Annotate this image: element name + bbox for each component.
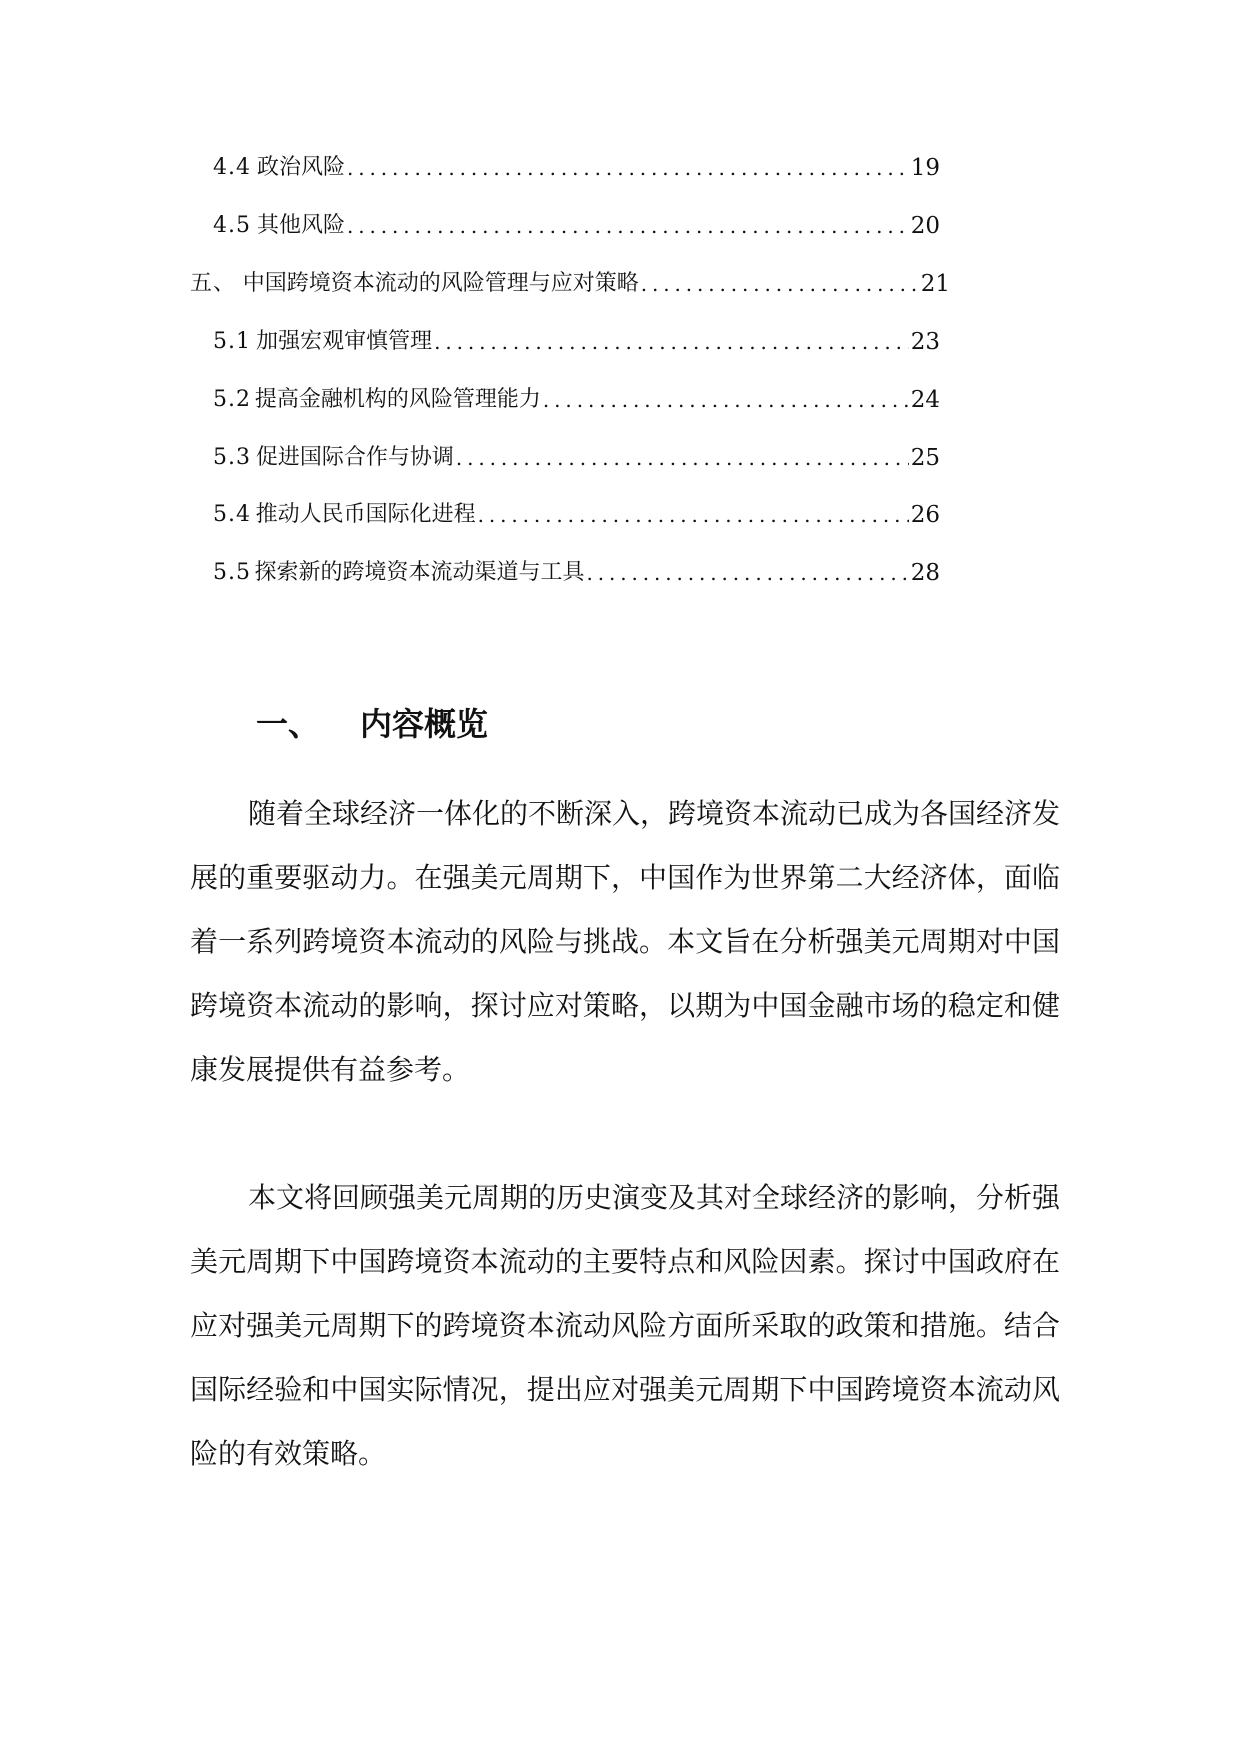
toc-number: 5.4 [213, 502, 251, 527]
toc-number: 5.3 [213, 445, 251, 470]
toc-page-number: 26 [910, 502, 940, 528]
toc-leader-dots [347, 206, 909, 246]
toc-entry-chapter-5[interactable] [190, 264, 950, 304]
toc-title: 政治风险 [257, 155, 346, 180]
toc-leader-dots [478, 495, 909, 535]
toc-leader-dots [586, 553, 908, 593]
toc-entry-5-1[interactable] [213, 322, 940, 362]
toc-entry-5-3[interactable] [213, 438, 940, 478]
toc-leader-dots [347, 148, 909, 188]
body-paragraph-2: 本文将回顾强美元周期的历史演变及其对全球经济的影响，分析强美元周期下中国跨境资本流动的主要特点和风险因素。探讨中国政府在应对强美元周期下的跨境资本流动风险方面所采取的政策和措施。结合国际经验和中国实际情况，提出应对强美元周期下中国跨境资本流动风险的有效策略。 [190, 1181, 1061, 1470]
toc-entry-5-5[interactable] [213, 553, 940, 593]
toc-page-number: 20 [910, 213, 940, 239]
toc-title: 其他风险 [257, 213, 346, 238]
toc-entry-5-4[interactable] [213, 495, 940, 535]
toc-entry-5-2[interactable] [213, 380, 940, 420]
toc-page-number: 24 [910, 387, 940, 413]
toc-number: 4.5 [213, 213, 251, 238]
section-number: 一、 [256, 705, 321, 743]
toc-number: 五、 [190, 271, 237, 296]
toc-title: 推动人民币国际化进程 [255, 502, 476, 527]
toc-page-number: 19 [910, 155, 940, 181]
toc-number: 5.5 [213, 560, 251, 585]
toc-title: 促进国际合作与协调 [255, 445, 454, 470]
toc-page-number: 25 [910, 445, 940, 471]
toc-leader-dots [434, 322, 909, 362]
toc-page-number: 21 [920, 271, 950, 297]
toc-leader-dots [456, 438, 909, 478]
toc-title: 加强宏观审慎管理 [256, 329, 433, 354]
toc-number: 5.2 [213, 387, 251, 412]
body-paragraph-1: 随着全球经济一体化的不断深入，跨境资本流动已成为各国经济发展的重要驱动力。在强美元周期下，中国作为世界第二大经济体，面临着一系列跨境资本流动的风险与挑战。本文旨在分析强美元周期对中国跨境资本流动的影响，探讨应对策略，以期为中国金融市场的稳定和健康发展提供有益参考。 [190, 797, 1061, 1086]
toc-page-number: 23 [910, 329, 940, 355]
toc-title: 探索新的跨境资本流动渠道与工具 [254, 560, 585, 585]
toc-leader-dots [641, 264, 919, 304]
toc-page-number: 28 [910, 560, 940, 586]
toc-title: 提高金融机构的风险管理能力 [254, 387, 541, 412]
toc-number: 5.1 [213, 329, 251, 354]
section-heading [256, 700, 488, 748]
toc-entry-4-4[interactable] [213, 148, 940, 188]
section-title: 内容概览 [360, 705, 489, 743]
toc-number: 4.4 [213, 155, 251, 180]
toc-title: 中国跨境资本流动的风险管理与应对策略 [242, 271, 639, 296]
toc-entry-4-5[interactable] [213, 206, 940, 246]
toc-leader-dots [543, 380, 909, 420]
